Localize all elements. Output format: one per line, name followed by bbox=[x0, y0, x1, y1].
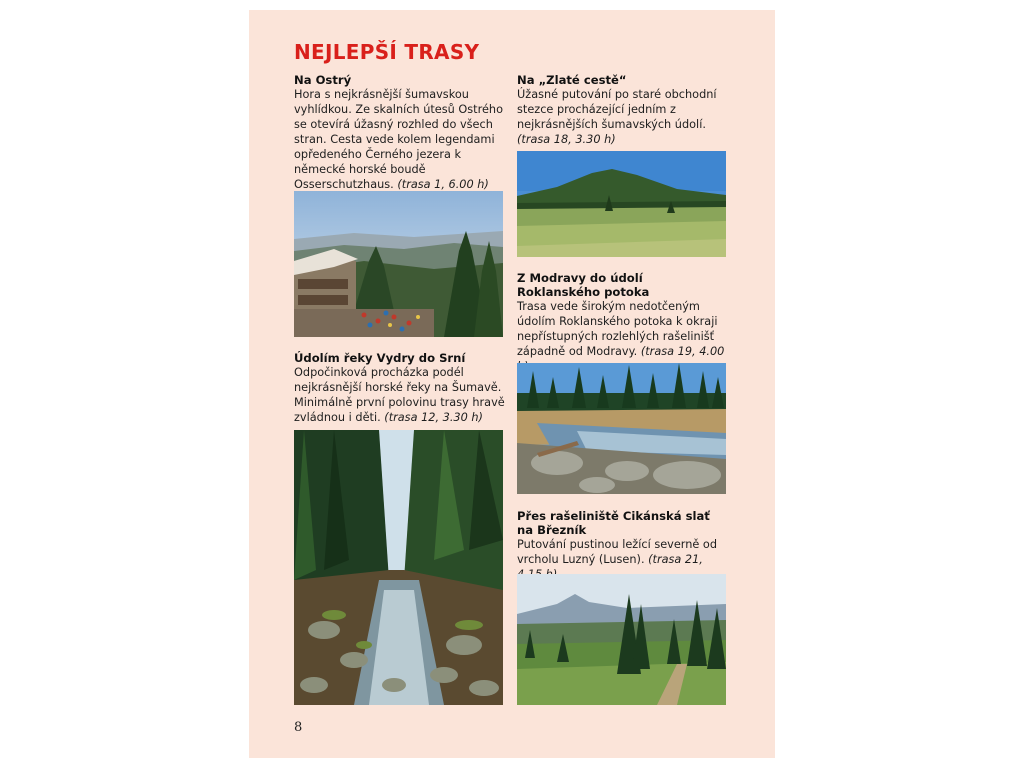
route-text: Putování pustinou ležící severně od vrcholu Luzný (Lusen). bbox=[517, 538, 718, 566]
route-text: Trasa vede širokým nedotčeným údolím Roklanského potoka k okraji nepřístupných rozlehlých rašelinišť západně od Modravy. bbox=[517, 300, 718, 358]
route-text: Hora s nejkrásnější šumavskou vyhlídkou. Ze skalních útesů Ostrého se otevírá úžasný rozhled do všech stran. Cesta vede kolem legendami opředeného Černého jezera k německé horské boudě Osserschutzhaus. bbox=[294, 88, 504, 191]
photo-ostry-viewpoint bbox=[294, 191, 503, 337]
photo-zlata-cesta-meadow bbox=[517, 151, 726, 257]
route-title: Na „Zlaté cestě“ bbox=[517, 73, 627, 87]
route-reference: (trasa 1, 6.00 h) bbox=[397, 178, 489, 191]
route-section-modrava bbox=[517, 271, 729, 374]
route-reference: (trasa 19, 4.00 bbox=[640, 345, 725, 358]
photo-roklansky-creek bbox=[517, 363, 726, 494]
route-section-zlata-cesta bbox=[517, 73, 729, 147]
route-title: Z Modravy do údolí Roklanského potoka bbox=[517, 271, 650, 299]
page-number: 8 bbox=[294, 720, 303, 735]
route-description bbox=[517, 87, 729, 147]
route-section-vydra bbox=[294, 351, 506, 425]
route-section-cikanska-slat bbox=[517, 509, 729, 582]
route-title: Na Ostrý bbox=[294, 73, 352, 87]
route-text: Odpočinková procházka podél nejkrásnější horské řeky na Šumavě. Minimálně první polovinu trasy hravě zvládnou i děti. bbox=[294, 366, 505, 424]
route-description bbox=[294, 87, 506, 192]
route-title: Údolím řeky Vydry do Srní bbox=[294, 351, 466, 365]
route-reference: (trasa 12, 3.30 h) bbox=[384, 411, 483, 424]
route-title: Přes rašeliniště Cikánská slať na Březník bbox=[517, 509, 710, 537]
route-text: Úžasné putování po staré obchodní stezce procházející jedním z nejkrásnějších šumavských údolí. bbox=[517, 88, 717, 131]
route-reference: (trasa 18, 3.30 h) bbox=[517, 133, 616, 146]
photo-vydra-river bbox=[294, 430, 503, 705]
photo-breznik-forest bbox=[517, 574, 726, 705]
route-reference: (trasa 21, bbox=[648, 553, 703, 566]
route-description bbox=[294, 365, 506, 425]
route-section-ostry bbox=[294, 73, 506, 192]
page-title: NEJLEPŠÍ TRASY bbox=[294, 40, 480, 64]
